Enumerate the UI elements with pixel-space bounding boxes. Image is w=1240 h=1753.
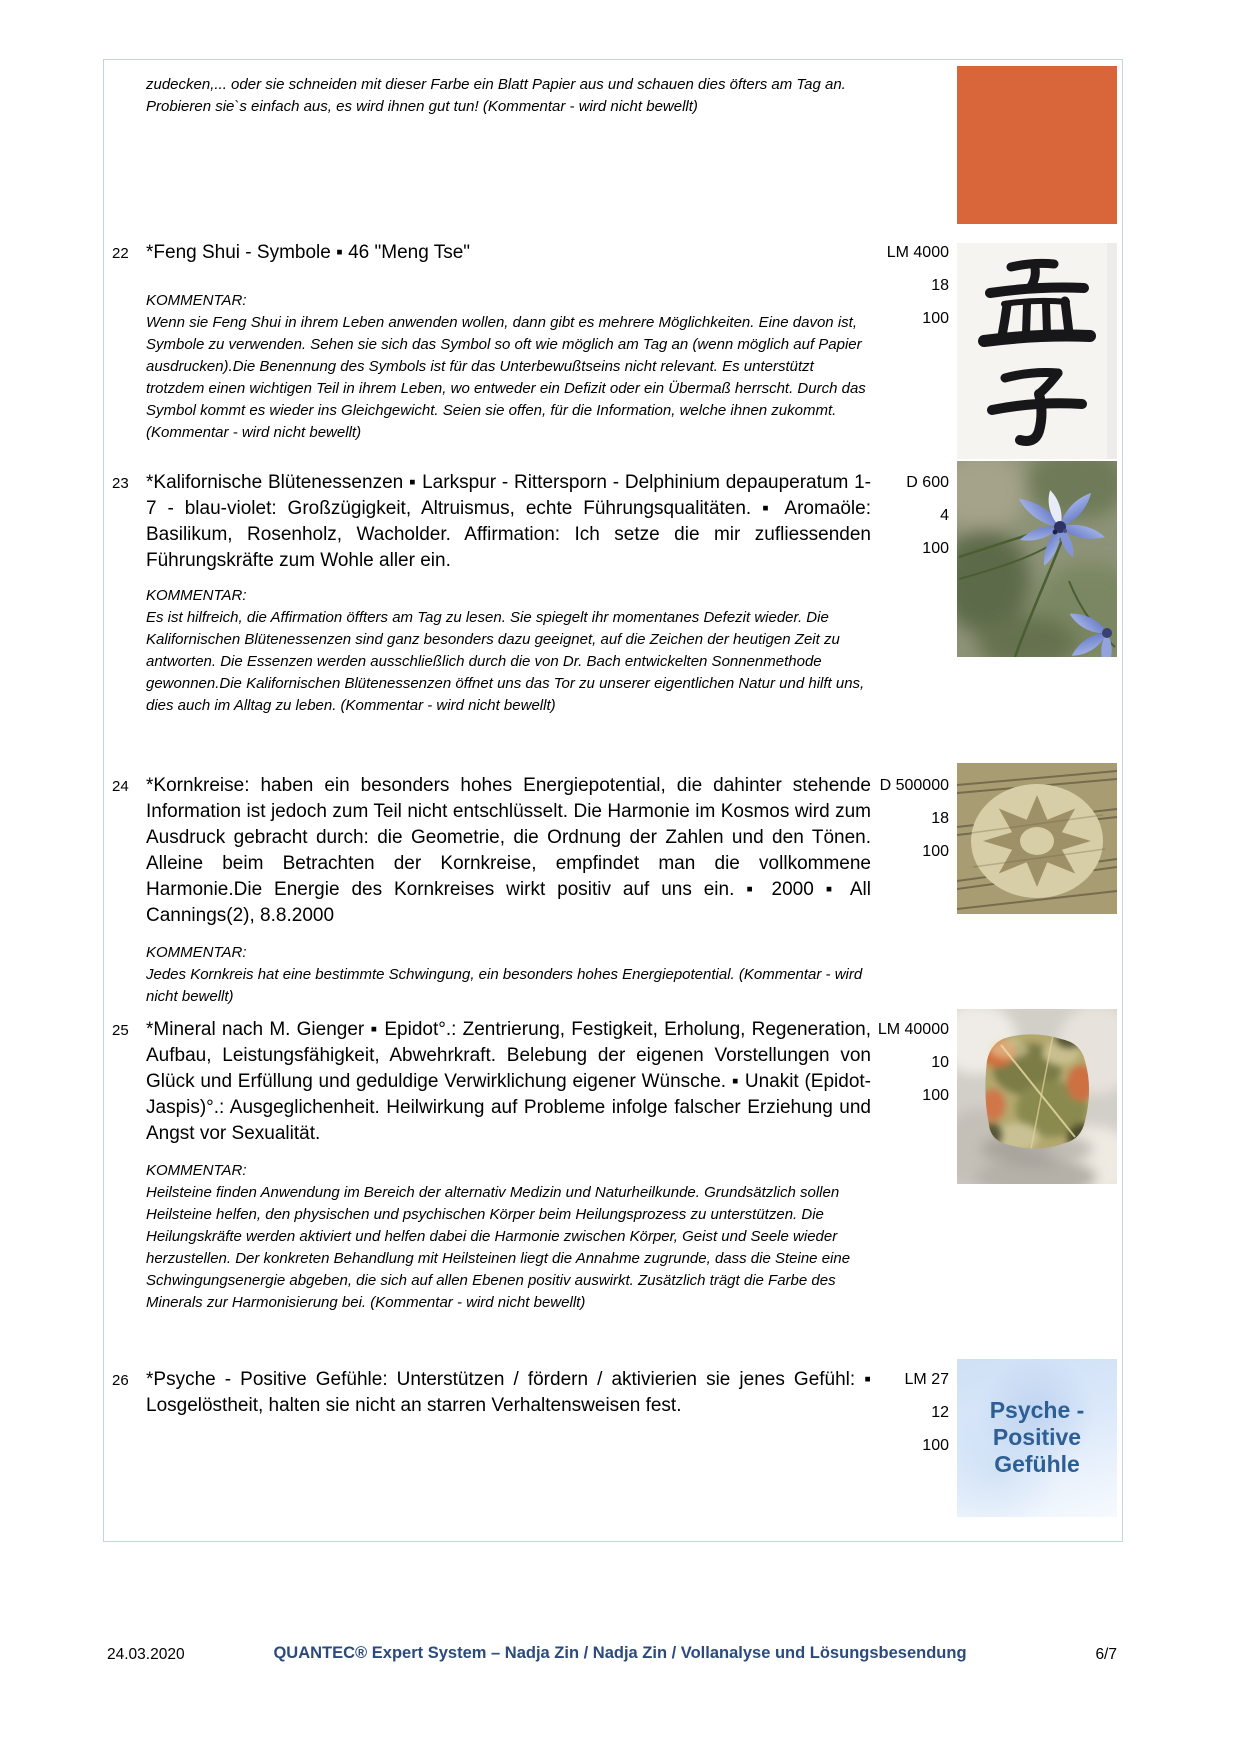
- potency-value: D 500000: [879, 777, 949, 794]
- potency-column: [744, 1013, 949, 1112]
- potency-column: [744, 1363, 949, 1462]
- unakite-stone-image: [957, 1009, 1117, 1184]
- percent-value: 100: [922, 1087, 949, 1104]
- footer-page-number: 6/7: [1095, 1646, 1117, 1663]
- percent-value: 100: [922, 843, 949, 860]
- comment-text: Jedes Kornkreis hat eine bestimmte Schwingung, ein besonders hohes Energiepotential. (Kommentar - wird nicht bewellt): [146, 966, 863, 1005]
- potency-value: LM 4000: [886, 244, 949, 261]
- tile-line: Gefühle: [994, 1451, 1080, 1477]
- item-heading: *Kalifornische Blütenessenzen ▪ Larkspur - Rittersporn - Delphinium depauperatum 1-7 - blau-violet: Großzügigkeit, Altruismus, echte Führungsqualitäten. ▪ Aromaöle: Basilikum, Rosenholz, Wacholder. Affirmation: Ich setze die mir zufliessenden Führungskräfte zum Wohle aller ein.: [146, 472, 871, 571]
- percent-value: 100: [922, 310, 949, 327]
- comment-text: Es ist hilfreich, die Affirmation öffters am Tag zu lesen. Sie spiegelt ihr momentanes Defezit wieder. Die Kalifornischen Blütenessenzen sind ganz besonders dazu geeignet, auf die Zeichen der heutigen Zeit zu antworten. Die Essenzen werden ausschließlich durch die von Dr. Bach entwickelten Sonnenmethode gewonnen.Die Kalifornischen Blütenessenzen öffnet uns das Tor zu unserer eigentlichen Natur und hilft uns, dies auch im Alltag zu leben. (Kommentar - wird nicht bewellt): [146, 609, 865, 714]
- comment-text: Heilsteine finden Anwendung im Bereich der alternativ Medizin und Naturheilkunde. Grundsätzlich sollen Heilsteine helfen, den physischen und psychischen Körper beim Heilungsprozess zu unterstützen. Die Heilungskräfte werden aktiviert und helfen dabei die Harmonie zwischen Körper, Geist und Seele wieder herzustellen. Der konkreten Behandlung mit Heilsteinen liegt die Annahme zugrunde, dass die Steine eine Schwingungsenergie abgeben, die sich auf allen Ebenen positiv auswirkt. Zusätzlich trägt die Farbe des Minerals zur Harmonisierung bei. (Kommentar - wird nicht bewellt): [146, 1184, 851, 1311]
- larkspur-flower-image: [957, 461, 1117, 657]
- potency-column: [744, 769, 949, 868]
- potency-column: [744, 466, 949, 565]
- item-number: 22: [112, 245, 129, 262]
- meng-tse-calligraphy-image: [957, 243, 1117, 459]
- repetition-value: 18: [931, 277, 949, 294]
- repetition-value: 12: [931, 1404, 949, 1421]
- report-table-frame: [103, 59, 1123, 1542]
- psyche-positive-gefuehle-tile: [957, 1359, 1117, 1517]
- orange-color-swatch: [957, 66, 1117, 224]
- footer-title: QUANTEC® Expert System – Nadja Zin / Nadja Zin / Vollanalyse und Lösungsbesendung: [273, 1644, 967, 1662]
- comment-label: KOMMENTAR:: [146, 944, 247, 961]
- repetition-value: 18: [931, 810, 949, 827]
- repetition-value: 10: [931, 1054, 949, 1071]
- item-heading: *Kornkreise: haben ein besonders hohes Energiepotential, die dahinter stehende Information ist jedoch zum Teil nicht entschlüsselt. Die Harmonie im Kosmos wird zum Ausdruck gebracht durch: die Geometrie, die Ordnung der Zahlen und den Tönen. Alleine beim Betrachten der Kornkreise, empfindet man die vollkommene Harmonie.Die Energie des Kornkreises wirkt positiv auf uns ein. ▪ 2000 ▪ All Cannings(2), 8.8.2000: [146, 775, 871, 926]
- item-number: 26: [112, 1372, 129, 1389]
- item-number: 24: [112, 778, 129, 795]
- potency-column: [744, 236, 949, 335]
- comment-label: KOMMENTAR:: [146, 1162, 247, 1179]
- crop-circle-image: [957, 763, 1117, 914]
- comment-text: Wenn sie Feng Shui in ihrem Leben anwenden wollen, dann gibt es mehrere Möglichkeiten. Eine davon ist, Symbole zu verwenden. Sehen sie sich das Symbol so oft wie möglich am Tag an (wenn möglich auf Papier ausdrucken).Die Benennung des Symbols ist für das Unterbewußtseins nicht relevant. Es unterstützt trotzdem einen wichtigen Teil in ihrem Leben, wo entweder ein Defizit oder ein Übermaß herrscht. Durch das Symbol kommt es wieder ins Gleichgewicht. Seien sie offen, für die Information, welche ihnen zukommt. (Kommentar - wird nicht bewellt): [146, 314, 866, 441]
- item-number: 23: [112, 475, 129, 492]
- page-footer: [0, 1644, 1240, 1668]
- repetition-value: 4: [940, 507, 949, 524]
- comment-label: KOMMENTAR:: [146, 292, 247, 309]
- item-heading: *Psyche - Positive Gefühle: Unterstützen / fördern / aktivierien sie jenes Gefühl: ▪ Losgelöstheit, halten sie nicht an starren Verhaltensweisen fest.: [146, 1369, 871, 1416]
- potency-value: LM 40000: [877, 1021, 949, 1038]
- percent-value: 100: [922, 1437, 949, 1454]
- percent-value: 100: [922, 540, 949, 557]
- footer-date: 24.03.2020: [107, 1646, 185, 1663]
- item-number: 25: [112, 1022, 129, 1039]
- item-comment: [146, 942, 871, 1008]
- item-comment: [146, 585, 871, 717]
- potency-value: LM 27: [904, 1371, 949, 1388]
- potency-value: D 600: [906, 474, 949, 491]
- intro-comment-text: zudecken,... oder sie schneiden mit dieser Farbe ein Blatt Papier aus und schauen dies öfters am Tag an. Probieren sie`s einfach aus, es wird ihnen gut tun! (Kommentar - wird nicht bewellt): [146, 76, 846, 115]
- tile-line: Positive: [992, 1424, 1082, 1450]
- tile-line: Psyche -: [989, 1397, 1085, 1423]
- orange-color-block: [957, 66, 1117, 224]
- item-heading: *Feng Shui - Symbole ▪ 46 "Meng Tse": [146, 242, 471, 263]
- item-comment: [146, 1160, 871, 1314]
- item-heading: *Mineral nach M. Gienger ▪ Epidot°.: Zentrierung, Festigkeit, Erholung, Regeneration, Aufbau, Leistungsfähigkeit, Abwehrkraft. Belebung der eigenen Vorstellungen von Glück und Erfüllung und geduldige Verwirklichung eigener Wünsche. ▪ Unakit (Epidot-Jaspis)°.: Ausgeglichenheit. Heilwirkung auf Probleme infolge falscher Erziehung und Angst vor Sexualität.: [146, 1019, 871, 1144]
- comment-label: KOMMENTAR:: [146, 587, 247, 604]
